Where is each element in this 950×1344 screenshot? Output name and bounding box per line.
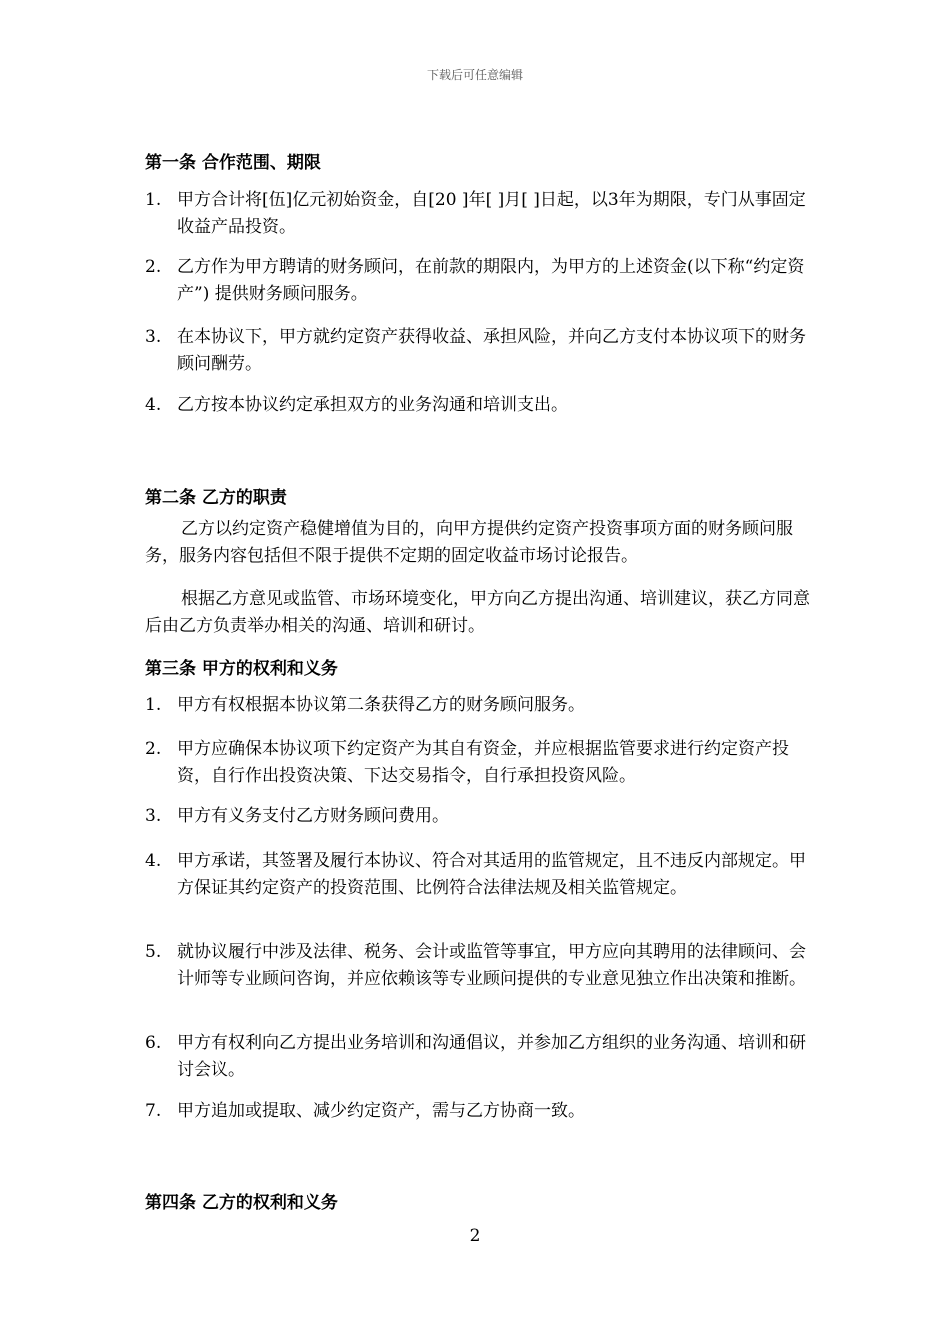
section1-heading: 第一条 合作范围、期限 <box>145 153 321 173</box>
item-text: 就协议履行中涉及法律、税务、会计或监管等事宜，甲方应向其聘用的法律顾问、会计师等专业顾问咨询，并应依赖该等专业顾问提供的专业意见独立作出决策和推断。 <box>177 942 806 989</box>
item-text: 甲方承诺，其签署及履行本协议、符合对其适用的监管规定，且不违反内部规定。甲方保证其约定资产的投资范围、比例符合法律法规及相关监管规定。 <box>177 851 806 898</box>
item-number: 3. <box>145 806 162 826</box>
section1-item-2 <box>145 254 810 308</box>
section1-item-1 <box>145 187 810 241</box>
item-number: 7. <box>145 1101 162 1121</box>
item-text: 甲方追加或提取、减少约定资产，需与乙方协商一致。 <box>177 1101 585 1121</box>
item-text: 在本协议下，甲方就约定资产获得收益、承担风险，并向乙方支付本协议项下的财务顾问酬劳。 <box>177 327 806 374</box>
section3-item-2 <box>145 736 810 790</box>
section1-item-4 <box>145 392 810 419</box>
section1-item-3 <box>145 324 810 378</box>
item-text: 甲方应确保本协议项下约定资产为其自有资金，并应根据监管要求进行约定资产投资，自行作出投资决策、下达交易指令，自行承担投资风险。 <box>177 739 789 786</box>
item-number: 2. <box>145 739 162 759</box>
page-header: 下载后可任意编辑 <box>426 68 523 82</box>
item-number: 5. <box>145 942 162 962</box>
section3-item-5 <box>145 939 810 993</box>
item-text: 甲方有权利向乙方提出业务培训和沟通倡议，并参加乙方组织的业务沟通、培训和研讨会议。 <box>177 1033 806 1080</box>
item-number: 4. <box>145 851 162 871</box>
item-number: 3. <box>145 327 162 347</box>
section3-item-6 <box>145 1030 810 1084</box>
item-number: 1. <box>145 695 162 715</box>
section3-item-3 <box>145 803 810 830</box>
section3-heading: 第三条 甲方的权利和义务 <box>145 659 338 679</box>
section2-paragraph-1: 乙方以约定资产稳健增值为目的，向甲方提供约定资产投资事项方面的财务顾问服务，服务内容包括但不限于提供不定期的固定收益市场讨论报告。 <box>145 519 793 566</box>
item-text: 乙方作为甲方聘请的财务顾问，在前款的期限内，为甲方的上述资金(以下称“约定资产”) 提供财务顾问服务。 <box>177 257 805 304</box>
item-text: 甲方有权根据本协议第二条获得乙方的财务顾问服务。 <box>177 695 585 715</box>
item-number: 2. <box>145 257 162 277</box>
item-number: 6. <box>145 1033 162 1053</box>
item-text: 乙方按本协议约定承担双方的业务沟通和培训支出。 <box>177 395 568 415</box>
section4-heading: 第四条 乙方的权利和义务 <box>145 1193 338 1213</box>
section3-item-7 <box>145 1098 810 1125</box>
item-number: 1. <box>145 190 162 210</box>
section3-item-4 <box>145 848 810 902</box>
item-number: 4. <box>145 395 162 415</box>
item-text: 甲方有义务支付乙方财务顾问费用。 <box>177 806 449 826</box>
item-text: 甲方合计将[伍]亿元初始资金，自[20 ]年[ ]月[ ]日起，以3年为期限，专门从事固定收益产品投资。 <box>177 190 806 237</box>
section3-item-1 <box>145 692 810 719</box>
section2-paragraph-2: 根据乙方意见或监管、市场环境变化，甲方向乙方提出沟通、培训建议，获乙方同意后由乙方负责举办相关的沟通、培训和研讨。 <box>145 589 810 636</box>
section2-heading: 第二条 乙方的职责 <box>145 488 287 508</box>
page-number: 2 <box>469 1226 481 1246</box>
